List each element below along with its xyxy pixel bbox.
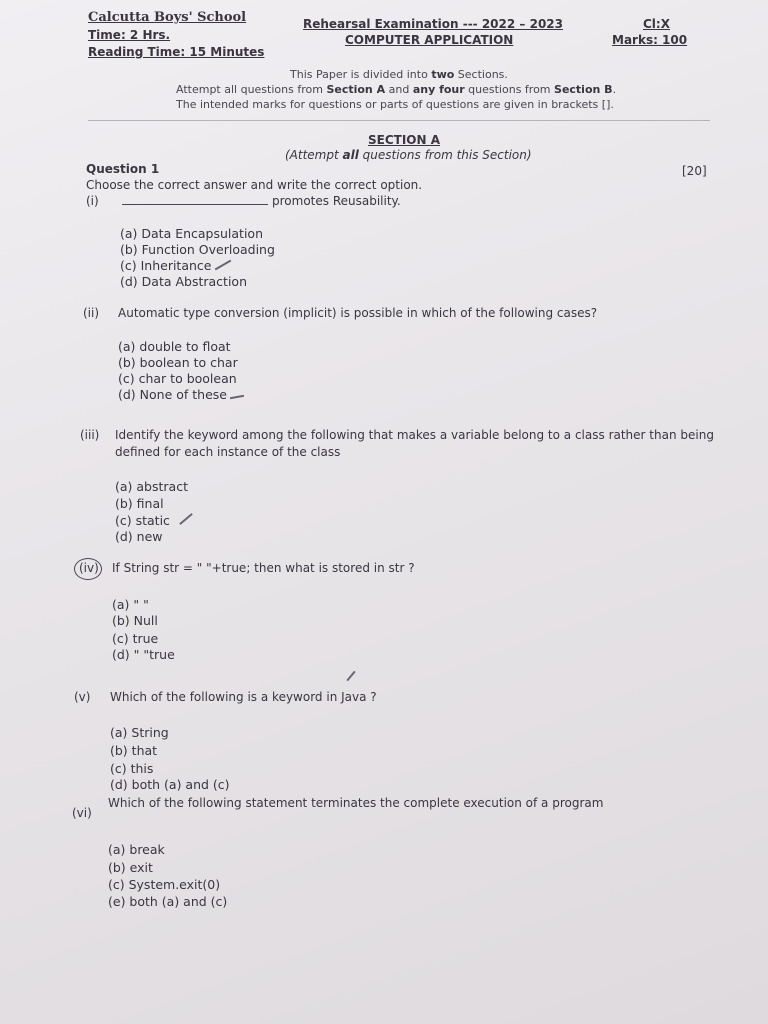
- option: (a) double to float: [118, 339, 231, 354]
- section-title: SECTION A: [368, 133, 441, 147]
- option: (b) Function Overloading: [120, 242, 275, 257]
- question-label: Question 1: [86, 162, 160, 176]
- question-marks: [20]: [682, 164, 707, 178]
- option: (a) Data Encapsulation: [120, 226, 264, 241]
- section-subtitle: (Attempt all questions from this Section): [285, 148, 532, 162]
- item-text: Which of the following is a keyword in Java ?: [110, 690, 377, 704]
- item-number: (vi): [72, 806, 92, 820]
- item-number: (iii): [80, 428, 100, 442]
- option: (c) Inheritance: [120, 258, 212, 273]
- item-text: promotes Reusability.: [118, 194, 401, 208]
- option: (a) abstract: [115, 479, 188, 494]
- option: (c) char to boolean: [118, 371, 237, 386]
- reading-time: Reading Time: 15 Minutes: [88, 45, 265, 59]
- tick-mark: [346, 671, 355, 681]
- option: (d) both (a) and (c): [110, 777, 230, 792]
- divider: [88, 120, 710, 121]
- item-number: (ii): [83, 306, 100, 320]
- instruction-line-3: The intended marks for questions or parts of questions are given in brackets [].: [176, 98, 614, 111]
- option: (c) System.exit(0): [108, 877, 221, 892]
- option: (c) static: [115, 513, 170, 528]
- item-number: (i): [86, 194, 99, 208]
- option: (a) String: [110, 725, 169, 740]
- instruction-line-2: Attempt all questions from Section A and any four questions from Section B.: [176, 83, 617, 96]
- item-text: Which of the following statement terminates the complete execution of a program: [108, 796, 604, 810]
- option: (a) " ": [112, 597, 149, 612]
- subject-name: COMPUTER APPLICATION: [345, 33, 514, 47]
- option: (c) true: [112, 631, 159, 646]
- option: (d) " "true: [112, 647, 175, 662]
- school-name: Calcutta Boys' School: [88, 10, 247, 25]
- option: (a) break: [108, 842, 165, 857]
- item-text: If String str = " "+true; then what is stored in str ?: [112, 561, 415, 575]
- option: (b) exit: [108, 860, 153, 875]
- option: (d) Data Abstraction: [120, 274, 247, 289]
- tick-mark: [230, 395, 244, 399]
- item-number: (v): [74, 690, 91, 704]
- item-text-line-1: Identify the keyword among the following that makes a variable belong to a class rather than being: [115, 428, 714, 442]
- option: (e) both (a) and (c): [108, 894, 228, 909]
- option: (b) Null: [112, 613, 158, 628]
- exam-duration: Time: 2 Hrs.: [88, 28, 171, 42]
- item-number: (iv): [79, 561, 99, 575]
- answer-blank: [122, 195, 268, 205]
- option: (c) this: [110, 761, 154, 776]
- tick-mark: [179, 513, 193, 525]
- option: (b) boolean to char: [118, 355, 238, 370]
- exam-title: Rehearsal Examination --- 2022 – 2023: [303, 17, 563, 31]
- total-marks: Marks: 100: [612, 33, 688, 47]
- item-text: Automatic type conversion (implicit) is possible in which of the following cases?: [118, 306, 598, 320]
- question-instruction: Choose the correct answer and write the correct option.: [86, 178, 423, 192]
- option: (b) that: [110, 743, 158, 758]
- item-text-line-2: defined for each instance of the class: [115, 445, 341, 459]
- tick-mark: [215, 260, 232, 271]
- option: (d) None of these: [118, 387, 227, 402]
- instruction-line-1: This Paper is divided into two Sections.: [290, 68, 508, 81]
- class-label: Cl:X: [643, 17, 670, 31]
- option: (b) final: [115, 496, 164, 511]
- option: (d) new: [115, 529, 163, 544]
